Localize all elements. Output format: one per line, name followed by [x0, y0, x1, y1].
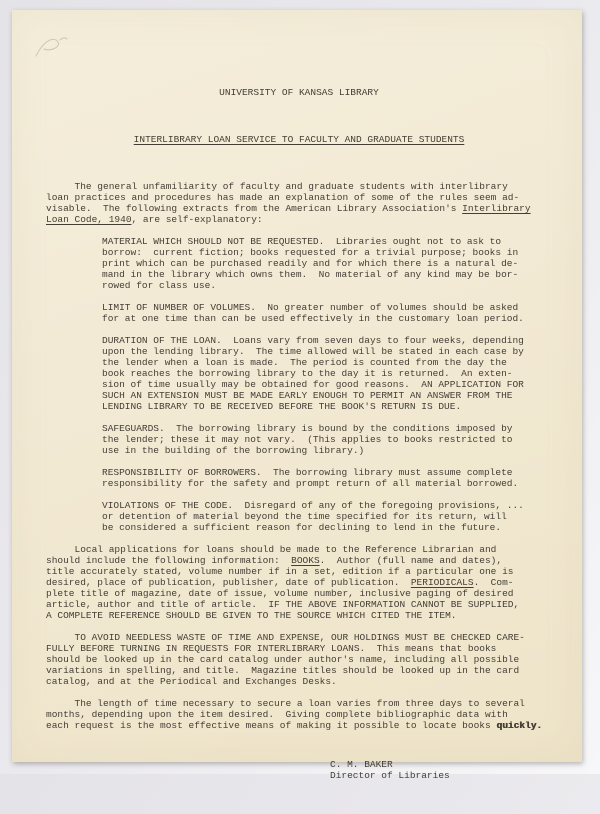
- text-line: should include the following information: BOOKS. Author (full name and dates),: [46, 555, 503, 566]
- text-line: LENDING LIBRARY TO BE RECEIVED BEFORE THE BOOK'S RETURN IS DUE.: [102, 401, 462, 412]
- loan-time-paragraph: [46, 698, 552, 731]
- text-line: responsibility for the safety and prompt return of all material borrowed.: [102, 478, 519, 489]
- text-line: title accurately stated, volume number if in a set, edition if a particular one is: [46, 566, 514, 577]
- text-line: FULLY BEFORE TURNING IN REQUESTS FOR INTERLIBRARY LOANS. This means that books: [46, 643, 497, 654]
- quote-violations-of-code: [102, 500, 552, 533]
- text-line: A COMPLETE REFERENCE SHOULD BE GIVEN TO THE SOURCE WHICH CITED THE ITEM.: [46, 610, 457, 621]
- applications-paragraph: [46, 544, 552, 621]
- text-line: for at one time than can be used effectively in the customary loan period.: [102, 313, 524, 324]
- text-line: RESPONSIBILITY OF BORROWERS. The borrowing library must assume complete: [102, 467, 513, 478]
- text-line: or detention of material beyond the time specified for its return, will: [102, 511, 507, 522]
- text-line: Director of Libraries: [330, 770, 450, 781]
- text-line: The general unfamiliarity of faculty and graduate students with interlibrary: [46, 181, 508, 192]
- text-line: the lender when a loan is made. The period is counted from the day the: [102, 357, 507, 368]
- intro-paragraph: [46, 181, 552, 225]
- text-line: mand in the library which owns them. No material of any kind may be bor-: [102, 269, 519, 280]
- quote-material-not-requested: [102, 236, 552, 291]
- text-line: desired, place of publication, publisher, date of publication. PERIODICALS. Com-: [46, 577, 514, 588]
- pencil-mark: [30, 30, 76, 64]
- text-line: TO AVOID NEEDLESS WASTE OF TIME AND EXPENSE, OUR HOLDINGS MUST BE CHECKED CARE-: [46, 632, 525, 643]
- text-line: C. M. BAKER: [330, 759, 393, 770]
- text-line: print which can be purchased readily and for which there is a natural de-: [102, 258, 519, 269]
- holdings-check-paragraph: [46, 632, 552, 687]
- document-title: UNIVERSITY OF KANSAS LIBRARY: [219, 87, 379, 98]
- document-subtitle: INTERLIBRARY LOAN SERVICE TO FACULTY AND GRADUATE STUDENTS: [133, 134, 465, 145]
- text-line: VIOLATIONS OF THE CODE. Disregard of any of the foregoing provisions, ...: [102, 500, 524, 511]
- text-line: SAFEGUARDS. The borrowing library is bound by the conditions imposed by: [102, 423, 513, 434]
- text-line: borrow: current fiction; books requested for a trivial purpose; books in: [102, 247, 519, 258]
- text-line: DURATION OF THE LOAN. Loans vary from seven days to four weeks, depending: [102, 335, 524, 346]
- text-line: MATERIAL WHICH SHOULD NOT BE REQUESTED. Libraries ought not to ask to: [102, 236, 502, 247]
- document-body: [46, 181, 552, 781]
- text-line: visable. The following extracts from the American Library Association's Interlibrary: [46, 203, 531, 214]
- quote-limit-of-volumes: [102, 302, 552, 324]
- text-line: book reaches the borrowing library to the day it is returned. An exten-: [102, 368, 513, 379]
- text-line: should be looked up in the card catalog under author's name, including all possible: [46, 654, 520, 665]
- quote-responsibility-of-borrowers: [102, 467, 552, 489]
- signature-block: [330, 759, 552, 781]
- text-line: catalog, and at the Periodical and Exchanges Desks.: [46, 676, 337, 687]
- document-page: [12, 10, 582, 781]
- quote-duration-of-loan: [102, 335, 552, 412]
- text-line: rowed for class use.: [102, 280, 217, 291]
- text-line: SUCH AN EXTENSION MUST BE MADE EARLY ENOUGH TO PERMIT AN ANSWER FROM THE: [102, 390, 513, 401]
- text-line: be considered a sufficient reason for declining to lend in the future.: [102, 522, 502, 533]
- text-line: plete title of magazine, date of issue, volume number, inclusive paging of desired: [46, 588, 514, 599]
- text-line: Loan Code, 1940, are self-explanatory:: [46, 214, 263, 225]
- text-line: months, depending upon the item desired. Giving complete bibliographic data with: [46, 709, 508, 720]
- text-line: use in the building of the borrowing library.): [102, 445, 365, 456]
- text-line: the lender; these it may not vary. (This applies to books restricted to: [102, 434, 513, 445]
- text-line: each request is the most effective means of making it possible to locate books quickly.: [46, 720, 542, 731]
- quote-safeguards: [102, 423, 552, 456]
- text-line: The length of time necessary to secure a loan varies from three days to several: [46, 698, 525, 709]
- text-line: variations in spelling, and title. Magazine titles should be looked up in the card: [46, 665, 520, 676]
- text-line: article, author and title of article. IF THE ABOVE INFORMATION CANNOT BE SUPPLIED,: [46, 599, 520, 610]
- text-line: LIMIT OF NUMBER OF VOLUMES. No greater number of volumes should be asked: [102, 302, 519, 313]
- text-line: Local applications for loans should be made to the Reference Librarian and: [46, 544, 497, 555]
- text-line: sion of time usually may be obtained for good reasons. AN APPLICATION FOR: [102, 379, 524, 390]
- text-line: upon the lending library. The time allowed will be stated in each case by: [102, 346, 524, 357]
- document-content: [46, 65, 552, 814]
- text-line: loan practices and procedures has made an explanation of some of the rules seem ad-: [46, 192, 520, 203]
